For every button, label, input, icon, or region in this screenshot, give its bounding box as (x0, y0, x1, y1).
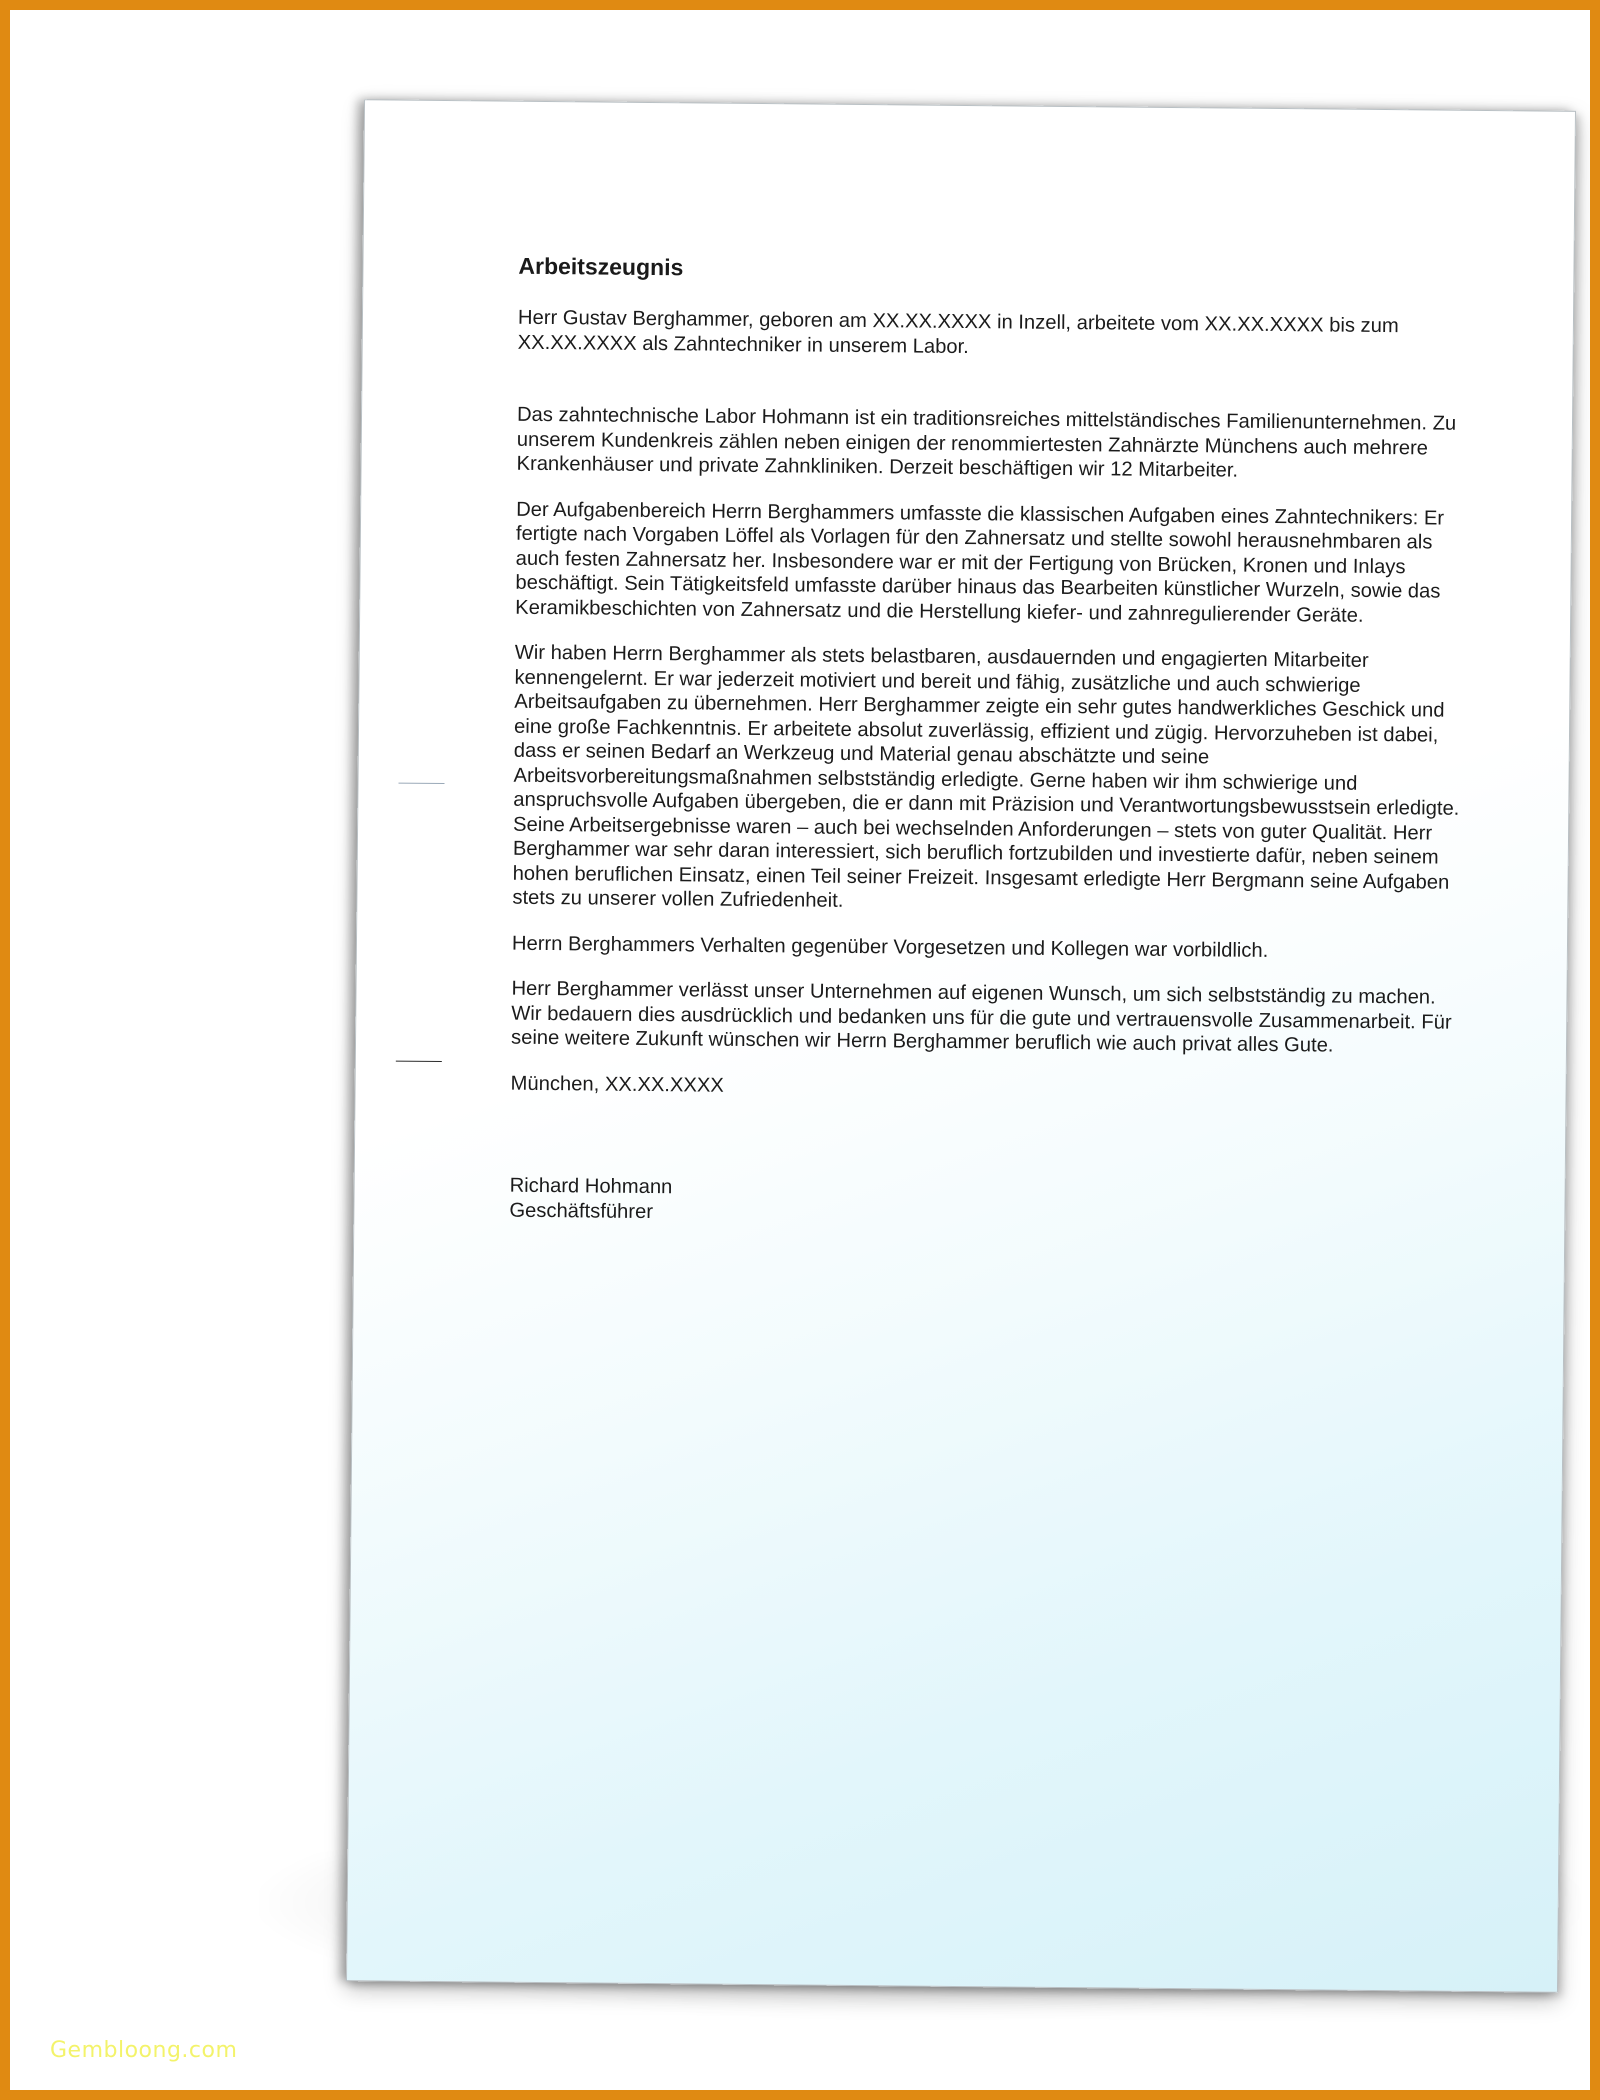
fold-mark-top (398, 783, 444, 784)
document-title: Arbeitszeugnis (518, 252, 684, 281)
paragraph-intro: Herr Gustav Berghammer, geboren am XX.XX.XXXX in Inzell, arbeitete vom XX.XX.XXXX bis zum XX.XX.XXXX als Zahntechniker in unserem Labor. (517, 306, 1399, 358)
signer-name: Richard Hohmann (509, 1174, 673, 1199)
document-page (346, 99, 1576, 1993)
paragraph-duties: Der Aufgabenbereich Herrn Berghammers umfasste die klassischen Aufgaben eines Zahntechnikers: Er fertigte nach Vorgaben Löffel als Vorlagen für den Zahnersatz und stellte sowohl herausnehmbaren als auch festen Zahnersatz her. Insbesondere war er mit der Fertigung von Brücken, Kronen und Inlays beschäftigt. Sein Tätigkeitsfeld umfasste darüber hinaus das Bearbeiten künstlicher Wurzeln, sowie das Keramikbeschichten von Zahnersatz und die Herstellung kiefer- und zahnregulierender Geräte. (515, 498, 1445, 627)
signer-title: Geschäftsführer (509, 1199, 654, 1223)
paragraph-behavior: Herrn Berghammers Verhalten gegenüber Vorgesetzen und Kollegen war vorbildlich. (511, 932, 1269, 962)
watermark-text: Gembloong.com (50, 2038, 238, 2063)
paragraph-performance: Wir haben Herrn Berghammer als stets belastbaren, ausdauernden und engagierten Mitarbeiter kennengelernt. Er war jederzeit motiviert und bereit und fähig, zusätzliche und auch schwierige Arbeitsaufgaben zu übernehmen. Herr Berghammer zeigte ein sehr gutes handwerkliches Geschick und eine große Fachkenntnis. Er arbeitete absolut zuverlässig, effizient und zügig. Hervorzuheben ist dabei, dass er seinen Bedarf an Werkzeug und Material genau abschätzte und seine Arbeitsvorbereitungsmaßnahmen selbstständig erledigte. Gerne haben wir ihm schwierige und anspruchsvolle Aufgaben übergeben, die er dann mit Präzision und Verantwortungsbewusstsein erledigte. Seine Arbeitsergebnisse waren – auch bei wechselnden Anforderungen – stets von guter Qualität. Herr Berghammer war sehr daran interessiert, sich beruflich fortzubilden und investierte dafür, neben seinem hohen beruflichen Einsatz, einen Teil seiner Freizeit. Insgesamt erledigte Herr Bergmann seine Aufgaben stets zu unserer vollen Zufriedenheit. (512, 641, 1460, 912)
signature-block (509, 1174, 1469, 1232)
paragraph-farewell: Herr Berghammer verlässt unser Unternehmen auf eigenen Wunsch, um sich selbstständig zu machen. Wir bedauern dies ausdrücklich und bedanken uns für die gute und vertrauensvolle Zusammenarbeit. Für seine weitere Zukunft wünschen wir Herrn Berghammer beruflich wie auch privat alles Gute. (510, 977, 1452, 1057)
place-date: München, XX.XX.XXXX (510, 1072, 724, 1097)
paragraph-company: Das zahntechnische Labor Hohmann ist ein traditionsreiches mittelständisches Familienunternehmen. Zu unserem Kundenkreis zählen neben einigen der renommiertesten Zahnärzte Münchens auch mehrere Krankenhäuser und private Zahnkliniken. Derzeit beschäftigen wir 12 Mitarbeiter. (516, 403, 1457, 482)
document-body (509, 252, 1478, 1232)
fold-mark-punch (396, 1061, 442, 1062)
